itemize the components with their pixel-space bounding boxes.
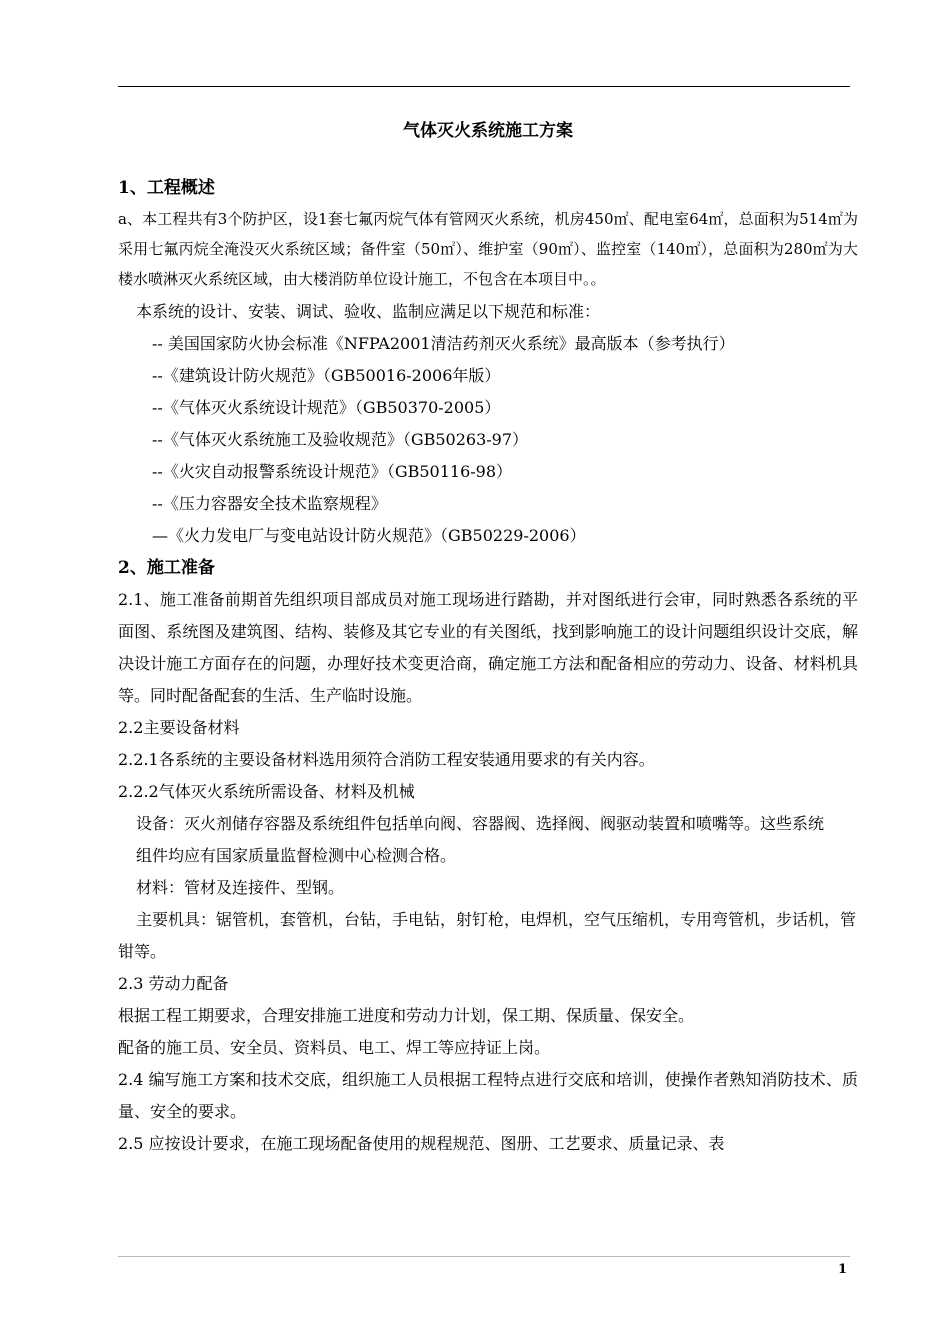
equipment-paragraph: 设备：灭火剂储存容器及系统组件包括单向阀、容器阀、选择阀、阀驱动装置和喷嘴等。这些系统组件均应有国家质量监督检测中心检测合格。	[136, 814, 825, 865]
standard-item: --《建筑设计防火规范》（GB50016-2006年版）	[152, 366, 501, 385]
footer-rule	[118, 1256, 850, 1257]
paragraph-2-2-1: 2.2.1各系统的主要设备材料选用须符合消防工程安装通用要求的有关内容。	[118, 750, 655, 769]
project-overview-paragraph: a、本工程共有3个防护区，设1套七氟丙烷气体有管网灭火系统，机房450㎡、配电室64㎡，总面积为514㎡为采用七氟丙烷全淹没灭火系统区域；备件室（50㎡）、维护室（90㎡）、监控室（140㎡），总面积为280㎡为大楼水喷淋灭火系统区域，由大楼消防单位设计施工，不包含在本项目中。。	[118, 210, 858, 288]
page-title: 气体灭火系统施工方案	[403, 121, 573, 141]
document-body	[118, 117, 858, 1160]
paragraph-2-4: 2.4 编写施工方案和技术交底，组织施工人员根据工程特点进行交底和培训，使操作者熟知消防技术、质量、安全的要求。	[118, 1070, 858, 1121]
tools-paragraph: 主要机具：锯管机，套管机，台钻，手电钻，射钉枪，电焊机，空气压缩机，专用弯管机，步话机，管钳等。	[118, 910, 857, 961]
standard-item: --《气体灭火系统设计规范》（GB50370-2005）	[152, 398, 501, 417]
paragraph-2-1: 2.1、施工准备前期首先组织项目部成员对施工现场进行踏勘，并对图纸进行会审，同时熟悉各系统的平面图、系统图及建筑图、结构、装修及其它专业的有关图纸，找到影响施工的设计问题组织设计交底，解决设计施工方面存在的问题，办理好技术变更洽商，确定施工方法和配备相应的劳动力、设备、材料机具等。同时配备配套的生活、生产临时设施。	[118, 590, 858, 705]
standard-item: --《火灾自动报警系统设计规范》（GB50116-98）	[152, 462, 513, 481]
paragraph-2-2-2: 2.2.2气体灭火系统所需设备、材料及机械	[118, 782, 415, 801]
section-1-heading: 1、工程概述	[118, 178, 215, 198]
paragraph-2-3-a: 根据工程工期要求，合理安排施工进度和劳动力计划，保工期、保质量、保安全。	[118, 1006, 695, 1025]
standard-item: --《气体灭火系统施工及验收规范》（GB50263-97）	[152, 430, 529, 449]
paragraph-2-3-b: 配备的施工员、安全员、资料员、电工、焊工等应持证上岗。	[118, 1038, 551, 1057]
standard-item: -- 美国国家防火协会标准《NFPA2001清洁药剂灭火系统》最高版本（参考执行）	[152, 334, 735, 353]
materials-paragraph: 材料：管材及连接件、型钢。	[136, 878, 345, 897]
page-number: 1	[838, 1262, 848, 1277]
paragraph-2-2: 2.2主要设备材料	[118, 718, 240, 737]
header-rule	[118, 86, 850, 87]
paragraph-2-5: 2.5 应按设计要求，在施工现场配备使用的规程规范、图册、工艺要求、质量记录、表	[118, 1134, 725, 1153]
paragraph-2-3: 2.3 劳动力配备	[118, 974, 229, 993]
section-2-heading: 2、施工准备	[118, 558, 215, 578]
standard-item: —《火力发电厂与变电站设计防火规范》（GB50229-2006）	[152, 526, 586, 545]
standards-intro: 本系统的设计、安装、调试、验收、监制应满足以下规范和标准：	[136, 302, 601, 321]
standard-item: --《压力容器安全技术监察规程》	[152, 494, 387, 513]
